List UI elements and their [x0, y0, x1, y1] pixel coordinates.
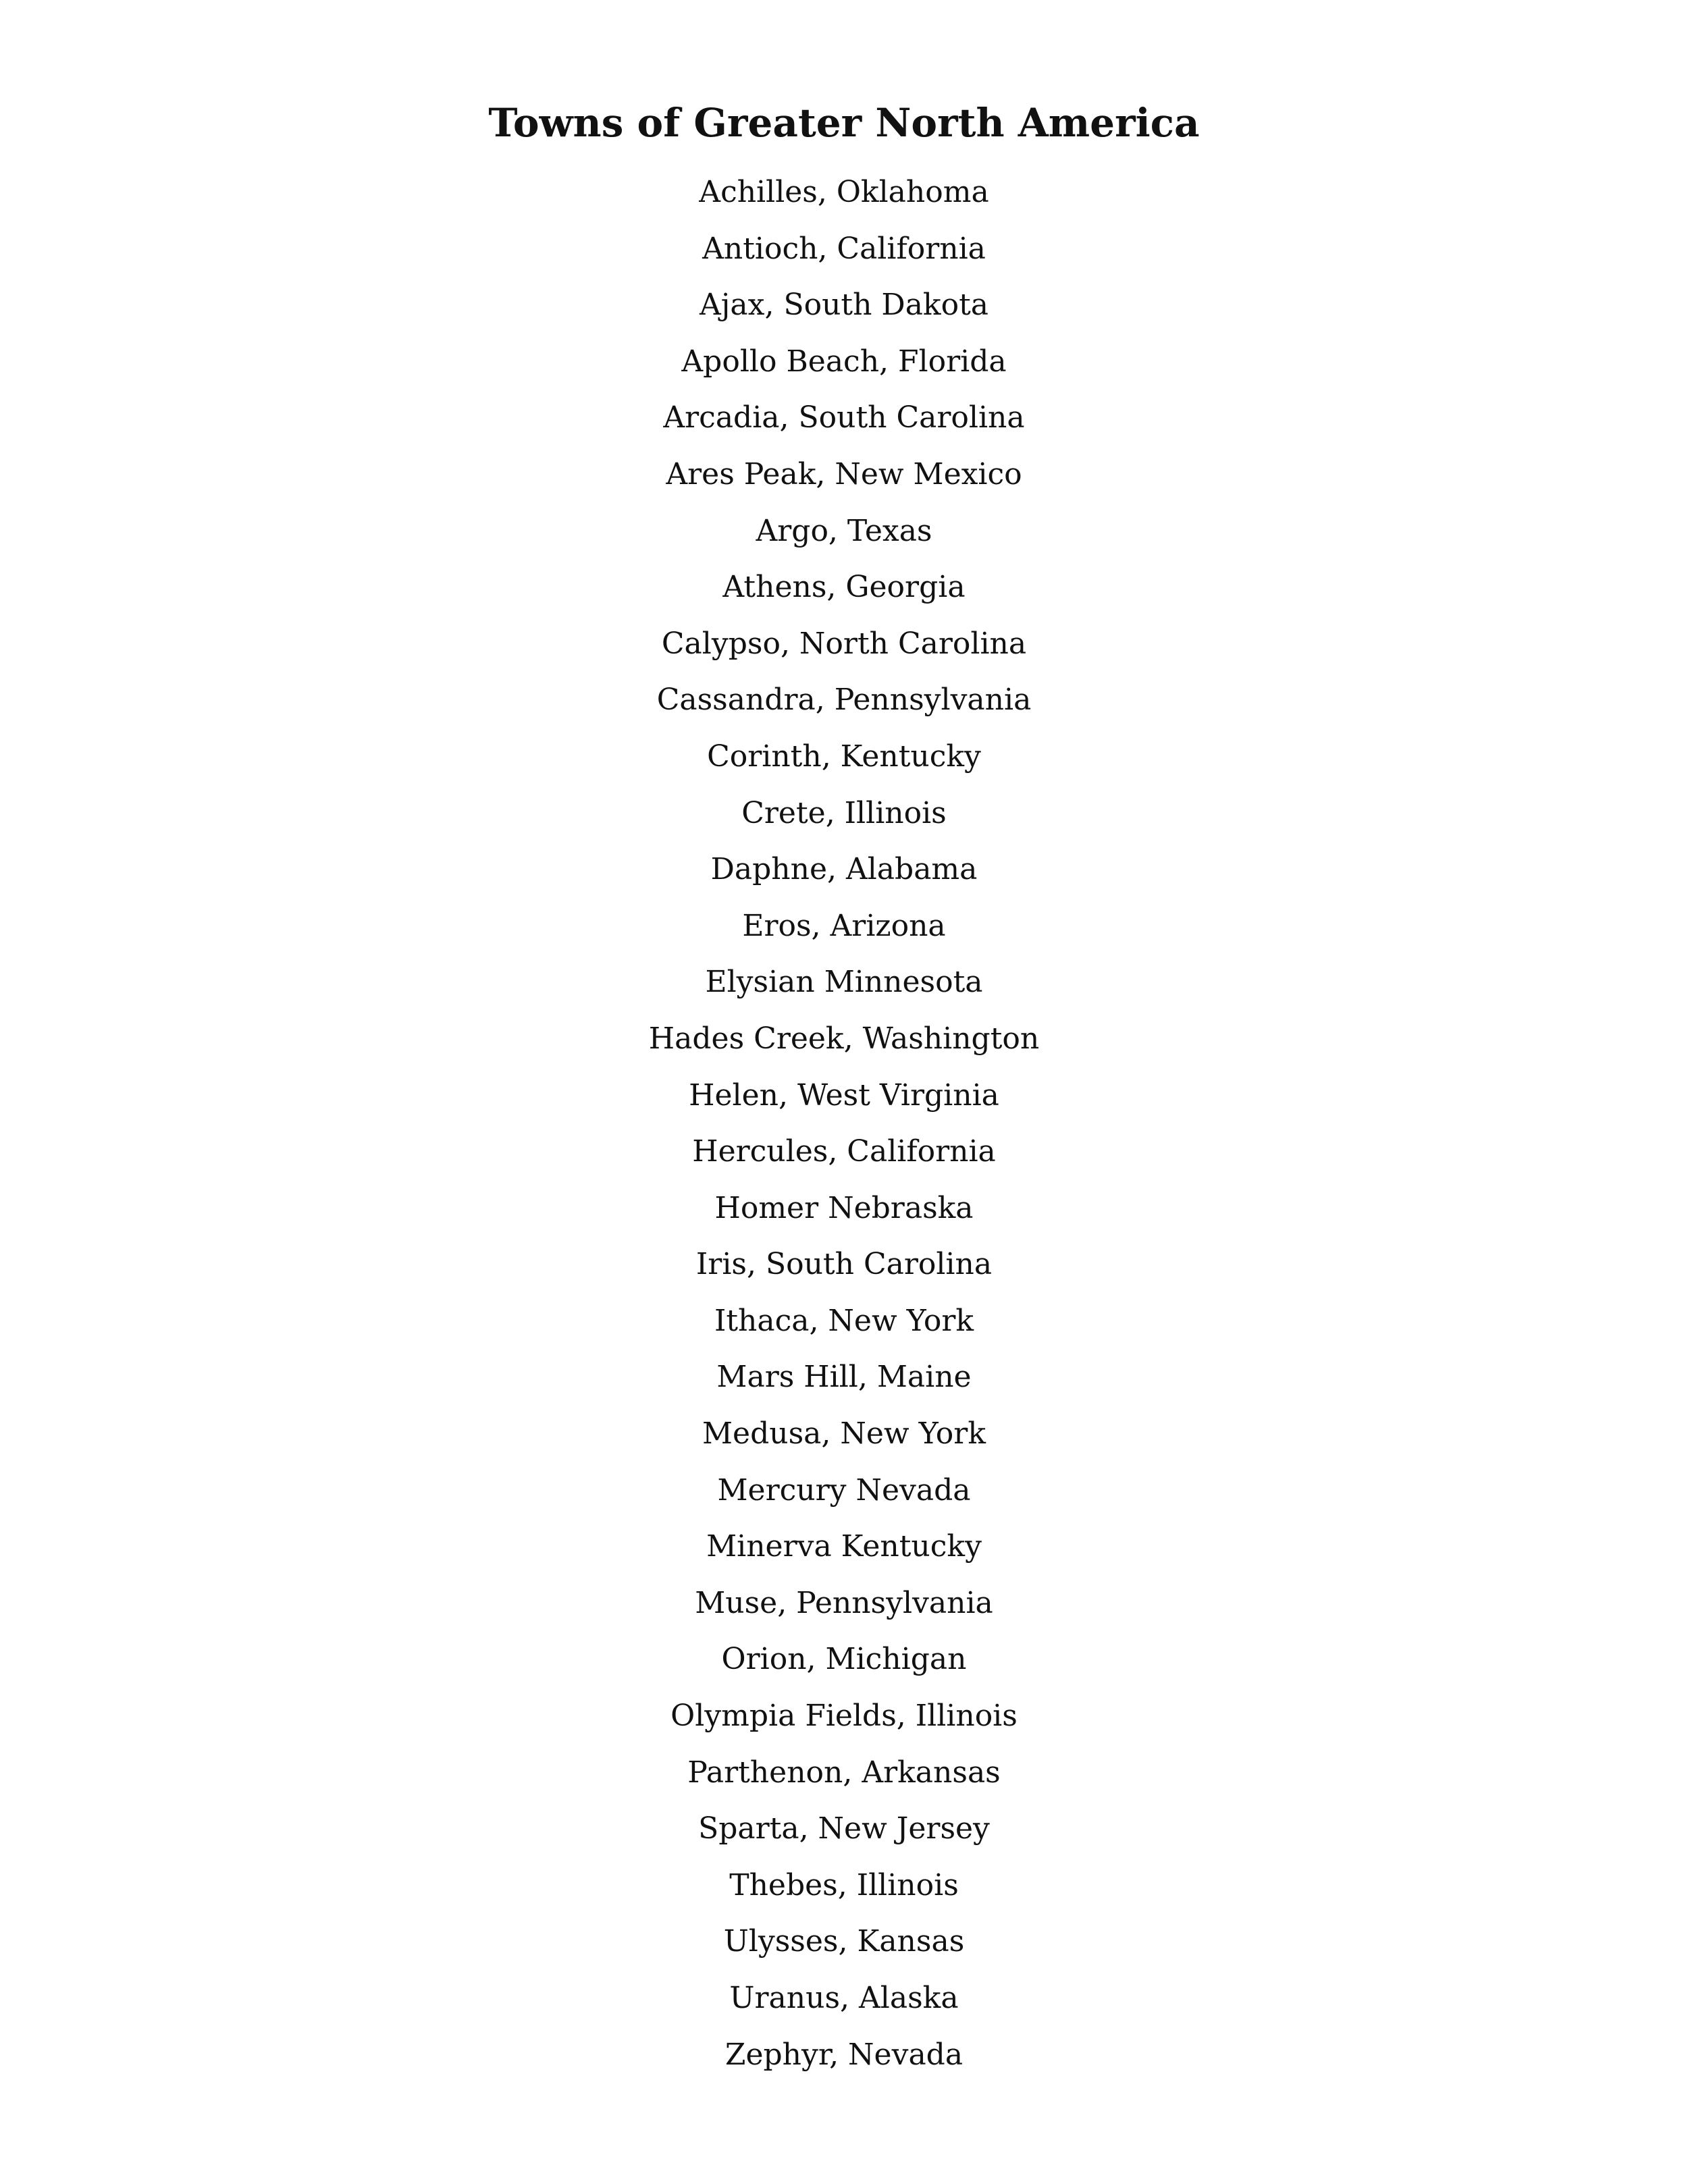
list-item: Ithaca, New York — [714, 1303, 974, 1338]
list-item: Thebes, Illinois — [729, 1867, 959, 1902]
list-item: Zephyr, Nevada — [724, 2037, 964, 2072]
list-item: Eros, Arizona — [742, 908, 946, 943]
list-item: Orion, Michigan — [721, 1642, 967, 1677]
list-item: Iris, South Carolina — [695, 1247, 993, 1282]
list-item: Athens, Georgia — [722, 570, 966, 605]
list-item: Homer Nebraska — [714, 1190, 974, 1225]
town-list — [0, 164, 1688, 2083]
list-item: Apollo Beach, Florida — [681, 344, 1007, 379]
list-item: Achilles, Oklahoma — [699, 175, 989, 209]
list-item: Parthenon, Arkansas — [687, 1755, 1001, 1790]
list-item: Olympia Fields, Illinois — [670, 1699, 1018, 1734]
list-item: Calypso, North Carolina — [661, 626, 1027, 661]
list-item: Minerva Kentucky — [706, 1529, 982, 1564]
list-item: Muse, Pennsylvania — [695, 1585, 993, 1620]
list-item: Corinth, Kentucky — [707, 739, 981, 774]
list-item: Elysian Minnesota — [705, 965, 983, 1000]
list-item: Argo, Texas — [756, 513, 932, 548]
list-item: Sparta, New Jersey — [698, 1811, 990, 1846]
list-item: Hercules, California — [692, 1134, 996, 1169]
list-item: Ajax, South Dakota — [700, 288, 988, 323]
list-item: Medusa, New York — [702, 1416, 986, 1451]
list-item: Ulysses, Kansas — [723, 1924, 965, 1959]
list-item: Hades Creek, Washington — [648, 1021, 1040, 1056]
list-item: Mercury Nevada — [717, 1472, 971, 1508]
list-item: Cassandra, Pennsylvania — [656, 683, 1032, 718]
list-item: Helen, West Virginia — [689, 1077, 999, 1113]
list-item: Antioch, California — [702, 231, 986, 266]
list-item: Daphne, Alabama — [710, 852, 978, 887]
list-item: Arcadia, South Carolina — [663, 400, 1025, 435]
list-item: Crete, Illinois — [741, 795, 947, 830]
list-item: Mars Hill, Maine — [716, 1360, 972, 1395]
list-item: Uranus, Alaska — [729, 1981, 959, 2015]
page-title: Towns of Greater North America — [488, 100, 1200, 146]
list-item: Ares Peak, New Mexico — [666, 456, 1022, 491]
